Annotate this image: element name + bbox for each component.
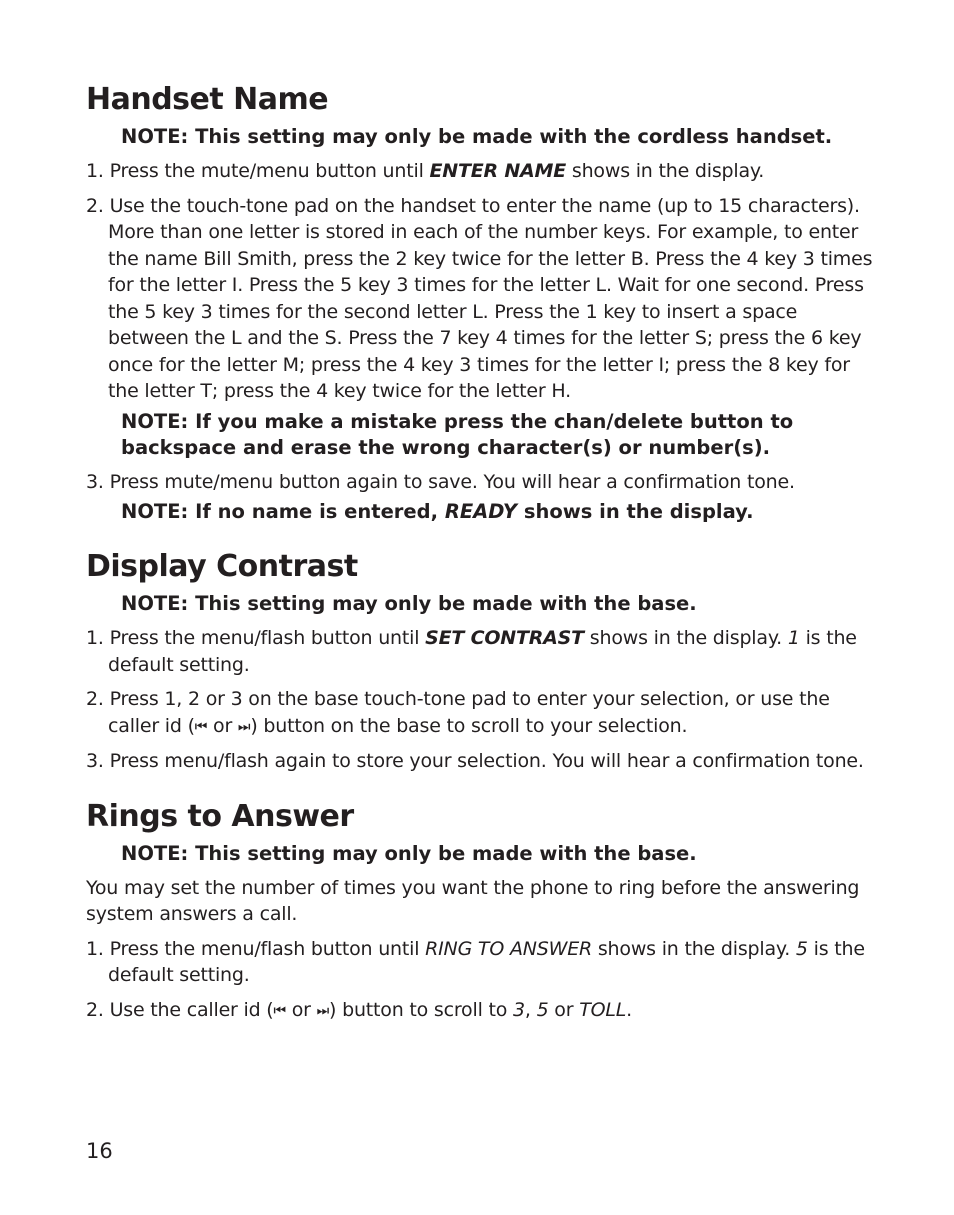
step-1: 1. Press the menu/flash button until RING TO ANSWER shows in the display. 5 is the default setting. xyxy=(86,937,865,986)
section-title: Handset Name xyxy=(86,82,329,117)
section-title: Rings to Answer xyxy=(86,798,354,834)
note-no-name: NOTE: If no name is entered, READY shows in the display. xyxy=(121,500,754,523)
skip-back-icon: ⏮ xyxy=(273,1002,286,1019)
section-rings-to-answer xyxy=(86,797,876,1025)
note-mistake: NOTE: If you make a mistake press the chan/delete button to backspace and erase the wrong character(s) or number(s). xyxy=(121,409,794,459)
section-handset-name xyxy=(86,80,876,525)
skip-forward-icon: ⏭ xyxy=(237,718,251,735)
intro-paragraph: You may set the number of times you want the phone to ring before the answering system answers a call. xyxy=(86,876,860,925)
section-title: Display Contrast xyxy=(86,549,358,584)
section-display-contrast xyxy=(86,547,876,775)
manual-page xyxy=(86,80,876,1024)
skip-back-icon: ⏮ xyxy=(194,718,208,735)
page-number: 16 xyxy=(86,1139,113,1163)
step-1: 1. Press the mute/menu button until ENTER NAME shows in the display. xyxy=(86,160,765,182)
note: NOTE: This setting may only be made with the base. xyxy=(121,592,697,615)
note: NOTE: This setting may only be made with the base. xyxy=(121,841,697,865)
step-2: 2. Use the touch-tone pad on the handset to enter the name (up to 15 characters). More than one letter is stored in each of the number keys. For example, to enter the name Bill Smith, press the 2 key twice for the letter B. Press the 4 key 3 times for the letter I. Press the 5 key 3 times for the letter L. Wait for one second. Press the 5 key 3 times for the second letter L. Press the 1 key to insert a space between the L and the S. Press the 7 key 4 times for the letter S; press the 6 key once for the letter M; press the 4 key 3 times for the letter I; press the 8 key for the letter T; press the 4 key twice for the letter H. xyxy=(86,194,873,402)
step-1: 1. Press the menu/flash button until SET CONTRAST shows in the display. 1 is the default setting. xyxy=(86,627,857,676)
note: NOTE: This setting may only be made with the cordless handset. xyxy=(121,125,833,148)
step-3: 3. Press mute/menu button again to save. You will hear a confirmation tone. xyxy=(86,470,795,493)
step-2: 2. Use the caller id (⏮ or ⏭) button to scroll to 3, 5 or TOLL. xyxy=(86,998,632,1021)
skip-forward-icon: ⏭ xyxy=(316,1002,330,1019)
step-2: 2. Press 1, 2 or 3 on the base touch-tone pad to enter your selection, or use the caller id (⏮ or ⏭) button on the base to scroll to your selection. xyxy=(86,688,830,737)
step-3: 3. Press menu/flash again to store your selection. You will hear a confirmation tone. xyxy=(86,750,864,772)
